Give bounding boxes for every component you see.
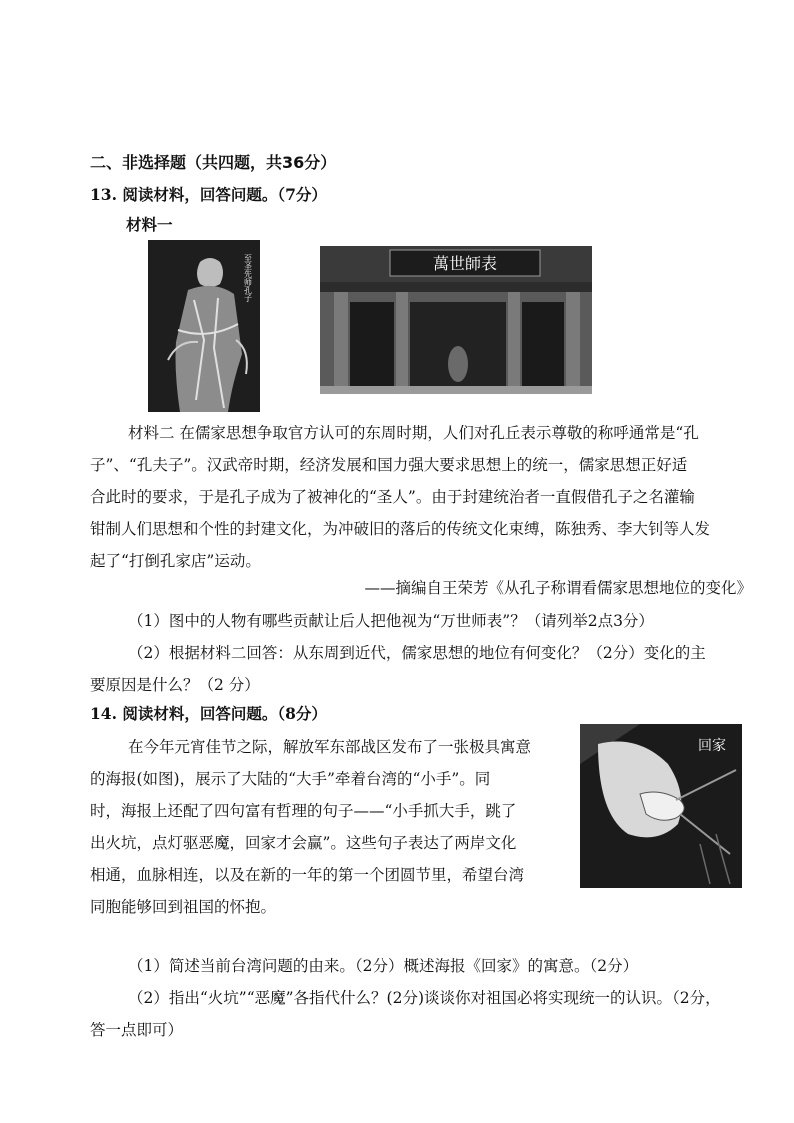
q14-material-line: 出火坑，点灯驱恶魔，回家才会赢”。这些句子表达了两岸文化 — [90, 834, 517, 852]
q14-subquestion-2-line: 答一点即可） — [90, 1021, 184, 1039]
material-2-text — [90, 417, 758, 577]
q14-material-line: 时，海报上还配了四句富有哲理的句子——“小手抓大手，跳了 — [90, 802, 517, 820]
q13-subquestion-2-line: 要原因是什么？（2 分） — [90, 676, 260, 694]
temple-plaque-image — [320, 246, 592, 394]
material-2-line: 子”、“孔夫子”。汉武帝时期，经济发展和国力强大要求思想上的统一，儒家思想正好适 — [90, 456, 688, 474]
question-14-heading: 14. 阅读材料，回答问题。（8分） — [90, 704, 327, 723]
homecoming-poster-image — [580, 724, 742, 888]
q14-subquestion-2-line: （2）指出“火坑”“恶魔”各指代什么？(2分)谈谈你对祖国必将实现统一的认识。（2分， — [128, 989, 721, 1007]
material-2-line: 钳制人们思想和个性的封建文化，为冲破旧的落后的传统文化束缚，陈独秀、李大钊等人发 — [90, 520, 711, 538]
section-title: 二、非选择题（共四题，共36分） — [90, 153, 337, 172]
q13-subquestion-2-line: （2）根据材料二回答：从东周到近代，儒家思想的地位有何变化？（2分）变化的主 — [128, 644, 706, 662]
q13-subquestion-1: （1）图中的人物有哪些贡献让后人把他视为“万世师表”？（请列举2点3分） — [128, 612, 654, 630]
q14-subquestion-1: （1）简述当前台湾问题的由来。（2分）概述海报《回家》的寓意。（2分） — [128, 957, 639, 975]
q14-material-line: 相通，血脉相连，以及在新的一年的第一个团圆节里，希望台湾 — [90, 866, 525, 884]
q14-material-line: 同胞能够回到祖国的怀抱。 — [90, 898, 277, 916]
plaque-text: 萬世師表 — [432, 254, 498, 273]
q14-subquestion-2 — [90, 982, 770, 1046]
question-13-heading: 13. 阅读材料，回答问题。（7分） — [90, 185, 327, 204]
q14-material-text — [90, 731, 566, 923]
poster-title: 回家 — [698, 738, 726, 754]
q14-material-line: 的海报(如图)，展示了大陆的“大手”牵着台湾的“小手”。同 — [90, 770, 491, 788]
material-1-label: 材料一 — [126, 215, 173, 234]
material-2-line: 材料二 在儒家思想争取官方认可的东周时期，人们对孔丘表示尊敬的称呼通常是“孔 — [128, 424, 699, 442]
q14-material-line: 在今年元宵佳节之际，解放军东部战区发布了一张极具寓意 — [128, 738, 532, 756]
confucius-portrait-image — [148, 240, 260, 412]
portrait-caption: 至圣先师孔子 — [243, 254, 253, 302]
q13-subquestion-2 — [90, 637, 758, 701]
material-2-source: ——摘编自王荣芳《从孔子称谓看儒家思想地位的变化》 — [364, 579, 752, 597]
material-2-line: 起了“打倒孔家店”运动。 — [90, 552, 261, 570]
material-2-line: 合此时的要求，于是孔子成为了被神化的“圣人”。由于封建统治者一直假借孔子之名灌输 — [90, 488, 695, 506]
